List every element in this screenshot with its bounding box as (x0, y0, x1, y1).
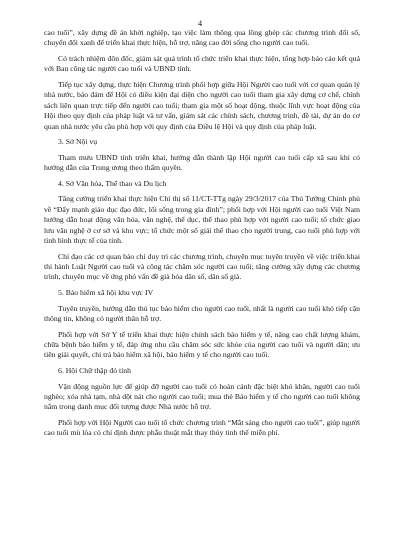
paragraph: Có trách nhiệm đôn đốc, giám sát quá trình tổ chức triển khai thực hiện, tổng hợp báo cáo kết quả với Ban công tác người cao tuổi và UBND tỉnh. (44, 54, 360, 74)
paragraph: Chỉ đạo các cơ quan báo chí duy trì các chương trình, chuyên mục tuyên truyền về việc triển khai thi hành Luật Người cao tuổi và công tác chăm sóc người cao tuổi; tăng cường xây dựng các chương trình, chuyên mục về ứng phó vấn đề già hóa dân số, dân số già. (44, 251, 360, 282)
section-heading: 4. Sở Văn hóa, Thể thao và Du lịch (58, 178, 167, 188)
page-number: 4 (197, 18, 203, 28)
paragraph: Tăng cường triển khai thực hiện Chỉ thị số 11/CT-TTg ngày 29/3/2017 của Thủ Tướng Chính phủ về “Đẩy mạnh giáo dục đạo đức, lối sống trong gia đình”; phối hợp với Hội người cao tuổi Việt Nam hướng dẫn hoạt động văn hóa, văn nghệ, thể dục, thể thao phù hợp với người cao tuổi; tổ chức giao lưu văn nghệ ở cơ sở và khu vực; tổ chức một số giải thể thao cho người trung, cao tuổi phù hợp với tình hình thực tế của tỉnh. (44, 194, 360, 246)
paragraph: Phối hợp với Hội Người cao tuổi tổ chức chương trình “Mắt sáng cho người cao tuổi”, giúp người cao tuổi mù lòa có chỉ định được phẫu thuật mắt thay thủy tinh thể miễn phí. (44, 418, 360, 438)
paragraph: Vận động nguồn lực để giúp đỡ người cao tuổi có hoàn cảnh đặc biệt khó khăn, người cao tuổi nghèo; xóa nhà tạm, nhà dột nát cho người cao tuổi; mua thẻ Bảo hiểm y tế cho người cao tuổi không nằm trong danh mục đối tượng được Nhà nước hỗ trợ. (44, 381, 360, 412)
document-body (44, 28, 360, 444)
paragraph: Tiếp tục xây dựng, thực hiện Chương trình phối hợp giữa Hội Người cao tuổi với cơ quan quản lý nhà nước, bảo đảm để Hội có điều kiện đại diện cho người cao tuổi tham gia xây dựng cơ chế, chính sách liên quan trực tiếp đến người cao tuổi; tham gia một số hoạt động, thuộc lĩnh vực hoạt động của Hội theo quy định của pháp luật và tư vấn, giám sát các chính sách, chương trình, đề tài, dự án do cơ quan nhà nước yêu cầu phù hợp với quy định của Điều lệ Hội và quy định của pháp luật. (44, 80, 360, 131)
paragraph: Tham mưu UBND tỉnh triển khai, hướng dẫn thành lập Hội người cao tuổi cấp xã sau khi có hướng dẫn của Trung ương theo thẩm quyền. (44, 152, 360, 173)
section-heading: 6. Hội Chữ thập đỏ tỉnh (58, 366, 131, 376)
paragraph: Tuyên truyền, hướng dẫn thủ tục bảo hiểm cho người cao tuổi, nhất là người cao tuổi khó tiếp cận thông tin, không có người thân hỗ trợ. (44, 303, 360, 324)
section-heading: 5. Bảo hiểm xã hội khu vực IV (58, 288, 154, 298)
section-heading: 3. Sở Nội vụ (58, 137, 98, 147)
paragraph: Phối hợp với Sở Y tế triển khai thực hiện chính sách bảo hiểm y tế, nâng cao chất lượng khám, chữa bệnh bảo hiểm y tế, đáp ứng nhu cầu chăm sóc sức khỏe của người cao tuổi và người dân; ưu tiên giải quyết, chi trả bảo hiểm xã hội, bảo hiểm y tế cho người cao tuổi. (44, 329, 360, 360)
paragraph-continuation: cao tuổi”, xây dựng đề án khởi nghiệp, tạo việc làm thông qua lồng ghép các chương trình đổi số, chuyển đổi xanh để triển khai thực hiện, hỗ trợ, nâng cao đời sống cho người cao tuổi. (44, 28, 360, 48)
